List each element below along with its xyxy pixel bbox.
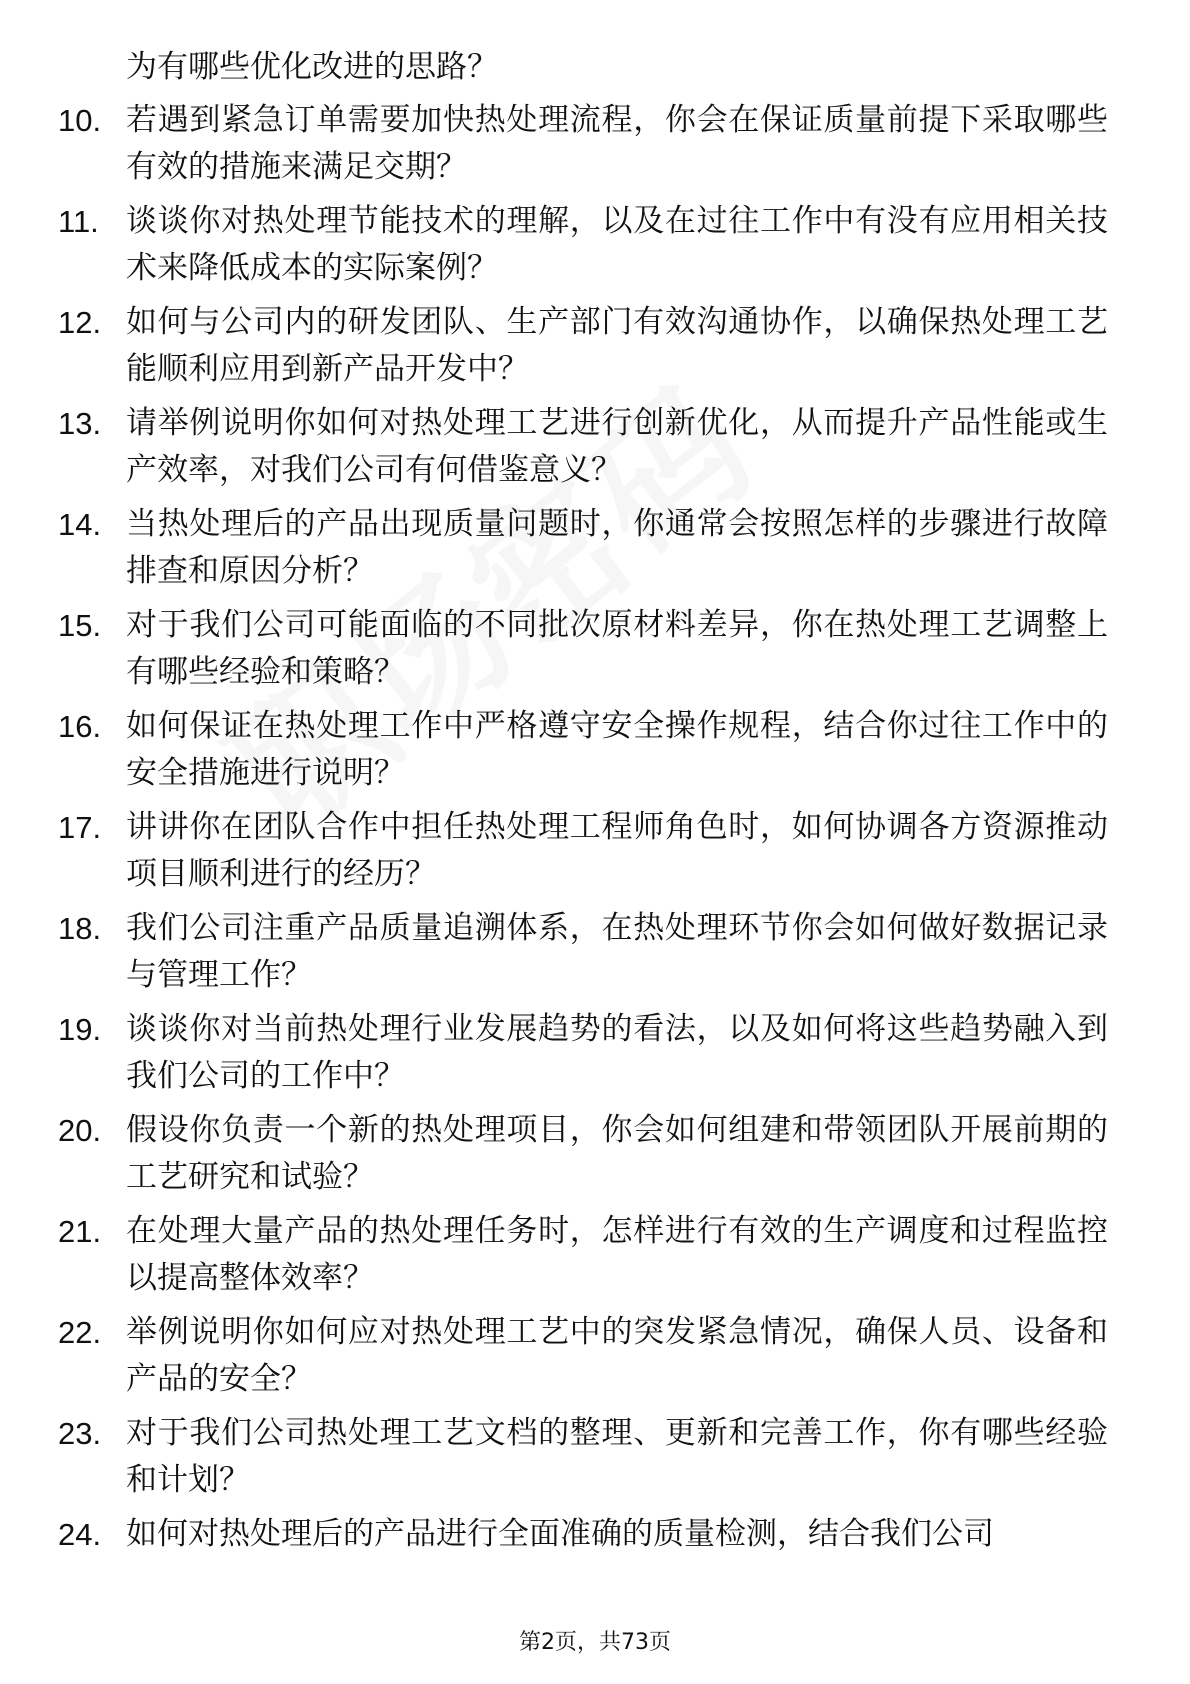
list-item (58, 1511, 1108, 1558)
question-number: 14. (58, 507, 102, 542)
question-text: 谈谈你对热处理节能技术的理解，以及在过往工作中有没有应用相关技术来降低成本的实际案例？ (126, 203, 1108, 286)
question-number: 12. (58, 305, 102, 340)
question-number: 24. (58, 1517, 102, 1552)
list-item (58, 501, 1108, 595)
question-number: 19. (58, 1012, 102, 1047)
page-footer: 第2页，共73页 (519, 1630, 671, 1655)
question-text: 如何与公司内的研发团队、生产部门有效沟通协作，以确保热处理工艺能顺利应用到新产品开发中？ (126, 304, 1108, 387)
question-number: 23. (58, 1416, 102, 1451)
question-number: 21. (58, 1214, 102, 1249)
question-text: 若遇到紧急订单需要加快热处理流程，你会在保证质量前提下采取哪些有效的措施来满足交期？ (126, 102, 1108, 185)
list-item (58, 299, 1108, 393)
question-text: 举例说明你如何应对热处理工艺中的突发紧急情况，确保人员、设备和产品的安全？ (126, 1314, 1108, 1397)
question-text: 如何保证在热处理工作中严格遵守安全操作规程，结合你过往工作中的安全措施进行说明？ (126, 708, 1108, 791)
list-item (58, 97, 1108, 191)
list-item (58, 198, 1108, 292)
question-text: 假设你负责一个新的热处理项目，你会如何组建和带领团队开展前期的工艺研究和试验？ (126, 1112, 1108, 1195)
question-number: 13. (58, 406, 102, 441)
continuation-line: 为有哪些优化改进的思路？ (126, 49, 498, 85)
question-number: 22. (58, 1315, 102, 1350)
question-text: 我们公司注重产品质量追溯体系，在热处理环节你会如何做好数据记录与管理工作？ (126, 910, 1108, 993)
question-number: 11. (58, 204, 99, 239)
question-text: 谈谈你对当前热处理行业发展趋势的看法，以及如何将这些趋势融入到我们公司的工作中？ (126, 1011, 1108, 1094)
document-content (58, 44, 1108, 1565)
list-item (58, 400, 1108, 494)
question-text: 讲讲你在团队合作中担任热处理工程师角色时，如何协调各方资源推动项目顺利进行的经历？ (126, 809, 1108, 892)
question-number: 18. (58, 911, 102, 946)
list-item (58, 804, 1108, 898)
question-text: 请举例说明你如何对热处理工艺进行创新优化，从而提升产品性能或生产效率，对我们公司有何借鉴意义？ (126, 405, 1108, 488)
list-item (58, 1309, 1108, 1403)
list-item (58, 1410, 1108, 1504)
question-text: 对于我们公司热处理工艺文档的整理、更新和完善工作，你有哪些经验和计划？ (126, 1415, 1108, 1498)
question-number: 17. (58, 810, 102, 845)
list-item (58, 1107, 1108, 1201)
list-item (58, 905, 1108, 999)
list-item (58, 1006, 1108, 1100)
list-item (58, 602, 1108, 696)
question-text: 当热处理后的产品出现质量问题时，你通常会按照怎样的步骤进行故障排查和原因分析？ (126, 506, 1108, 589)
list-item (58, 703, 1108, 797)
question-number: 10. (58, 103, 102, 138)
question-number: 16. (58, 709, 102, 744)
question-text: 对于我们公司可能面临的不同批次原材料差异，你在热处理工艺调整上有哪些经验和策略？ (126, 607, 1108, 690)
question-number: 15. (58, 608, 102, 643)
question-text: 在处理大量产品的热处理任务时，怎样进行有效的生产调度和过程监控以提高整体效率？ (126, 1213, 1108, 1296)
question-number: 20. (58, 1113, 102, 1148)
question-list (58, 97, 1108, 1558)
list-item (58, 1208, 1108, 1302)
question-text: 如何对热处理后的产品进行全面准确的质量检测，结合我们公司 (126, 1516, 994, 1552)
